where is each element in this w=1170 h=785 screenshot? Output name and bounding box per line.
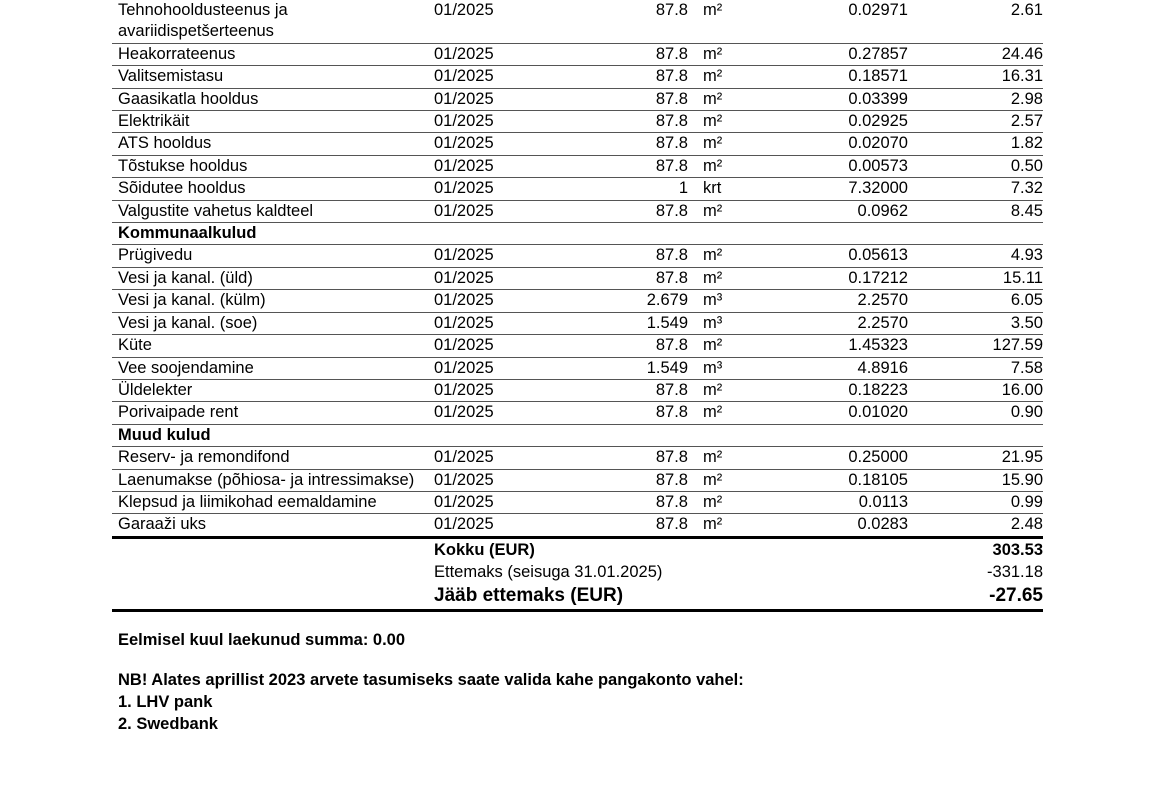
remaining-prepayment-row	[112, 583, 1043, 611]
item-quantity: 87.8	[572, 514, 694, 537]
item-quantity: 87.8	[572, 379, 694, 401]
item-period: 01/2025	[428, 155, 572, 177]
item-name: Elektrikäit	[112, 111, 428, 133]
item-name: Reserv- ja remondifond	[112, 447, 428, 469]
previous-month-payment: Eelmisel kuul laekunud summa: 0.00	[118, 631, 406, 649]
item-total: 0.50	[914, 155, 1043, 177]
item-unit: m²	[694, 66, 774, 88]
item-name: Vee soojendamine	[112, 357, 428, 379]
item-unit-price: 0.27857	[774, 43, 914, 65]
item-name: Tõstukse hooldus	[112, 155, 428, 177]
item-unit: m²	[694, 379, 774, 401]
item-total: 16.00	[914, 379, 1043, 401]
item-name: Sõidutee hooldus	[112, 178, 428, 200]
table-row	[112, 447, 1043, 469]
item-total: 7.32	[914, 178, 1043, 200]
item-period: 01/2025	[428, 66, 572, 88]
table-row	[112, 0, 1043, 43]
item-unit: m²	[694, 43, 774, 65]
item-period: 01/2025	[428, 335, 572, 357]
bank-notice: NB! Alates aprillist 2023 arvete tasumiseks saate valida kahe pangakonto vahel:	[118, 671, 744, 689]
item-unit: m²	[694, 0, 774, 43]
item-unit: m²	[694, 155, 774, 177]
prepayment-value: -331.18	[987, 562, 1043, 581]
table-row	[112, 491, 1043, 513]
item-unit-price: 0.01020	[774, 402, 914, 424]
table-row	[112, 267, 1043, 289]
table-row	[112, 469, 1043, 491]
charges-table	[112, 0, 1043, 612]
prepayment-label: Ettemaks (seisuga 31.01.2025)	[434, 562, 663, 581]
item-unit: m²	[694, 469, 774, 491]
item-unit-price: 0.18223	[774, 379, 914, 401]
item-quantity: 87.8	[572, 88, 694, 110]
item-total: 0.90	[914, 402, 1043, 424]
item-name: Heakorrateenus	[112, 43, 428, 65]
item-quantity: 87.8	[572, 447, 694, 469]
item-period: 01/2025	[428, 178, 572, 200]
item-total: 24.46	[914, 43, 1043, 65]
table-row	[112, 357, 1043, 379]
item-quantity: 87.8	[572, 200, 694, 222]
item-unit: m²	[694, 491, 774, 513]
item-total: 16.31	[914, 66, 1043, 88]
item-total: 2.48	[914, 514, 1043, 537]
item-unit: m²	[694, 200, 774, 222]
item-name: Küte	[112, 335, 428, 357]
item-quantity: 87.8	[572, 155, 694, 177]
item-unit-price: 0.17212	[774, 267, 914, 289]
table-row	[112, 379, 1043, 401]
total-value: 303.53	[914, 537, 1043, 561]
section-header	[112, 223, 1043, 245]
remaining-prepayment-value: -27.65	[914, 583, 1043, 611]
item-total: 15.11	[914, 267, 1043, 289]
item-unit-price: 1.45323	[774, 335, 914, 357]
invoice-document	[112, 0, 1043, 612]
section-header	[112, 424, 1043, 446]
prepayment-row	[112, 561, 1043, 583]
item-name: Vesi ja kanal. (üld)	[112, 267, 428, 289]
table-row	[112, 200, 1043, 222]
item-period: 01/2025	[428, 267, 572, 289]
item-period: 01/2025	[428, 402, 572, 424]
table-row	[112, 111, 1043, 133]
item-unit-price: 0.18105	[774, 469, 914, 491]
total-label: Kokku (EUR)	[428, 537, 774, 561]
item-name: Porivaipade rent	[112, 402, 428, 424]
item-period: 01/2025	[428, 111, 572, 133]
item-period: 01/2025	[428, 0, 572, 43]
bank-option-swedbank: 2. Swedbank	[118, 715, 218, 733]
item-unit-price: 0.0283	[774, 514, 914, 537]
item-unit-price: 7.32000	[774, 178, 914, 200]
table-row	[112, 66, 1043, 88]
total-row	[112, 537, 1043, 561]
item-total: 2.98	[914, 88, 1043, 110]
item-period: 01/2025	[428, 88, 572, 110]
section-title: Kommunaalkulud	[112, 223, 1043, 245]
item-unit-price: 0.05613	[774, 245, 914, 267]
item-quantity: 1	[572, 178, 694, 200]
table-row	[112, 133, 1043, 155]
item-unit: m²	[694, 245, 774, 267]
item-unit-price: 2.2570	[774, 312, 914, 334]
item-total: 15.90	[914, 469, 1043, 491]
item-unit: m²	[694, 111, 774, 133]
item-unit: m²	[694, 267, 774, 289]
remaining-prepayment-label: Jääb ettemaks (EUR)	[428, 583, 774, 611]
item-unit-price: 0.0962	[774, 200, 914, 222]
table-row	[112, 312, 1043, 334]
item-name: Vesi ja kanal. (soe)	[112, 312, 428, 334]
item-unit-price: 0.25000	[774, 447, 914, 469]
item-period: 01/2025	[428, 469, 572, 491]
item-period: 01/2025	[428, 379, 572, 401]
item-quantity: 1.549	[572, 312, 694, 334]
bank-option-lhv: 1. LHV pank	[118, 693, 213, 711]
item-unit: m²	[694, 88, 774, 110]
table-row	[112, 335, 1043, 357]
item-unit-price: 2.2570	[774, 290, 914, 312]
item-total: 0.99	[914, 491, 1043, 513]
item-name: Tehnohooldusteenus ja avariidispetšerteenus	[112, 0, 428, 43]
item-unit: m²	[694, 402, 774, 424]
item-total: 2.61	[914, 0, 1043, 43]
item-name: Valgustite vahetus kaldteel	[112, 200, 428, 222]
item-unit-price: 0.03399	[774, 88, 914, 110]
item-period: 01/2025	[428, 312, 572, 334]
table-row	[112, 88, 1043, 110]
item-quantity: 87.8	[572, 111, 694, 133]
item-total: 3.50	[914, 312, 1043, 334]
item-name: Gaasikatla hooldus	[112, 88, 428, 110]
item-unit: m²	[694, 447, 774, 469]
item-name: Üldelekter	[112, 379, 428, 401]
item-unit-price: 0.0113	[774, 491, 914, 513]
section-title: Muud kulud	[112, 424, 1043, 446]
item-period: 01/2025	[428, 514, 572, 537]
item-total: 127.59	[914, 335, 1043, 357]
item-quantity: 87.8	[572, 267, 694, 289]
item-quantity: 87.8	[572, 491, 694, 513]
item-period: 01/2025	[428, 133, 572, 155]
item-quantity: 87.8	[572, 402, 694, 424]
table-row	[112, 155, 1043, 177]
item-name: ATS hooldus	[112, 133, 428, 155]
item-total: 7.58	[914, 357, 1043, 379]
item-period: 01/2025	[428, 290, 572, 312]
item-name: Valitsemistasu	[112, 66, 428, 88]
item-unit-price: 0.00573	[774, 155, 914, 177]
item-total: 6.05	[914, 290, 1043, 312]
table-row	[112, 514, 1043, 537]
item-quantity: 2.679	[572, 290, 694, 312]
table-row	[112, 402, 1043, 424]
item-period: 01/2025	[428, 245, 572, 267]
item-quantity: 87.8	[572, 43, 694, 65]
item-period: 01/2025	[428, 447, 572, 469]
item-unit-price: 0.02070	[774, 133, 914, 155]
item-period: 01/2025	[428, 357, 572, 379]
item-unit-price: 0.02971	[774, 0, 914, 43]
item-quantity: 87.8	[572, 335, 694, 357]
item-period: 01/2025	[428, 491, 572, 513]
item-unit: m²	[694, 514, 774, 537]
item-unit: krt	[694, 178, 774, 200]
item-name: Prügivedu	[112, 245, 428, 267]
item-total: 1.82	[914, 133, 1043, 155]
item-total: 8.45	[914, 200, 1043, 222]
item-unit-price: 4.8916	[774, 357, 914, 379]
table-row	[112, 43, 1043, 65]
item-quantity: 1.549	[572, 357, 694, 379]
item-unit: m³	[694, 357, 774, 379]
item-quantity: 87.8	[572, 66, 694, 88]
item-unit-price: 0.18571	[774, 66, 914, 88]
item-name: Vesi ja kanal. (külm)	[112, 290, 428, 312]
table-row	[112, 245, 1043, 267]
item-name: Klepsud ja liimikohad eemaldamine	[112, 491, 428, 513]
item-quantity: 87.8	[572, 0, 694, 43]
item-quantity: 87.8	[572, 469, 694, 491]
item-quantity: 87.8	[572, 133, 694, 155]
item-unit: m²	[694, 335, 774, 357]
item-unit-price: 0.02925	[774, 111, 914, 133]
item-quantity: 87.8	[572, 245, 694, 267]
table-row	[112, 290, 1043, 312]
table-row	[112, 178, 1043, 200]
item-name: Laenumakse (põhiosa- ja intressimakse)	[112, 469, 428, 491]
item-period: 01/2025	[428, 200, 572, 222]
item-period: 01/2025	[428, 43, 572, 65]
item-total: 21.95	[914, 447, 1043, 469]
item-name: Garaaži uks	[112, 514, 428, 537]
item-unit: m³	[694, 290, 774, 312]
item-unit: m³	[694, 312, 774, 334]
item-total: 2.57	[914, 111, 1043, 133]
item-total: 4.93	[914, 245, 1043, 267]
item-unit: m²	[694, 133, 774, 155]
